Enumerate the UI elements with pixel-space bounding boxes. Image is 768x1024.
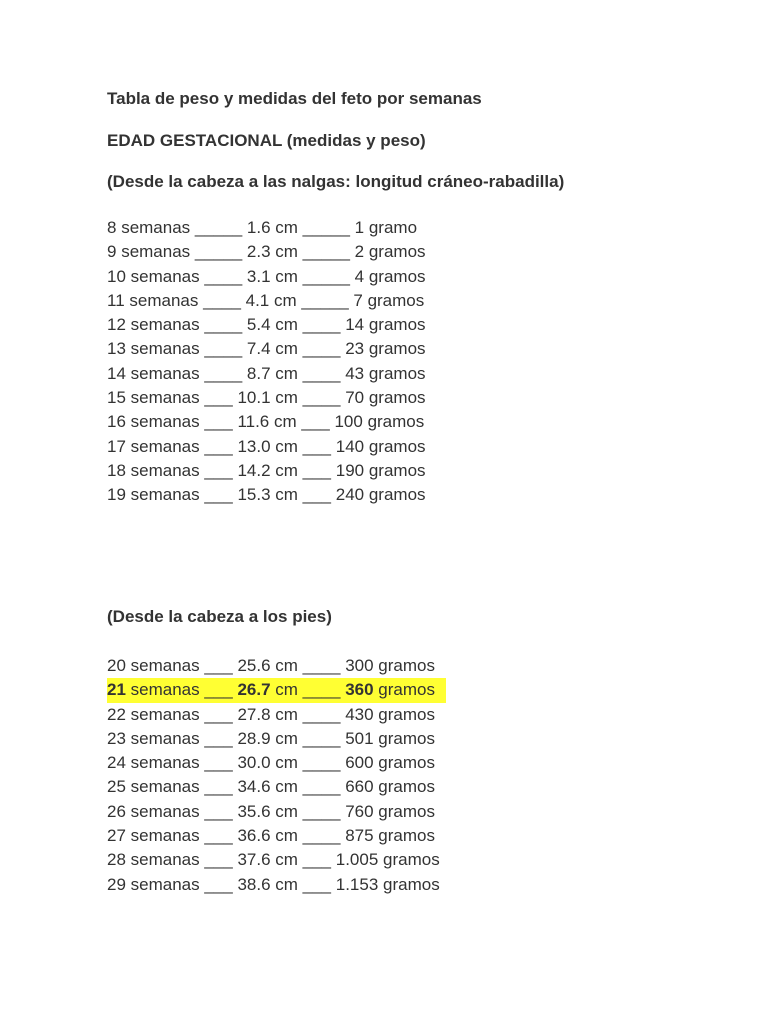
week-number: 27 [107, 826, 126, 846]
weight-unit: gramos [364, 460, 426, 480]
week-label: semanas ___ [125, 656, 238, 675]
weight-unit: gramos [364, 339, 426, 359]
week-number: 12 [107, 315, 126, 335]
cm-unit-separator: cm ____ [270, 315, 346, 335]
week-number: 14 [107, 363, 126, 383]
length-cm: 30.0 [237, 753, 271, 773]
length-cm: 37.6 [237, 850, 271, 870]
week-number: 26 [107, 801, 126, 821]
length-cm: 2.3 [246, 242, 271, 262]
week-label: semanas ___ [125, 850, 238, 870]
length-cm: 1.6 [246, 218, 271, 237]
highlighted-week-row [107, 678, 446, 702]
week-row [107, 654, 446, 678]
week-label: semanas ___ [125, 680, 238, 700]
weight-unit: gramos [362, 290, 425, 310]
length-cm: 13.0 [237, 436, 271, 456]
week-label: semanas _____ [116, 242, 247, 262]
cm-unit-separator: cm ____ [270, 339, 346, 359]
week-number: 16 [107, 412, 126, 432]
weight-unit: gramos [373, 801, 435, 821]
week-label: semanas ____ [125, 339, 247, 359]
length-cm: 4.1 [245, 290, 270, 310]
weight-unit: gramos [373, 728, 435, 748]
week-label: semanas ___ [125, 388, 238, 408]
cm-unit-separator: cm _____ [270, 242, 355, 262]
weight-unit: gramos [364, 315, 426, 335]
week-row [107, 848, 446, 872]
weight-grams: 4 [354, 266, 365, 286]
week-number: 20 [107, 656, 126, 675]
weight-grams: 600 [345, 753, 374, 773]
week-row [107, 386, 426, 410]
cm-unit-separator: cm ___ [270, 436, 336, 456]
length-cm: 7.4 [246, 339, 271, 359]
week-number: 11 [107, 290, 125, 310]
length-cm: 35.6 [237, 801, 271, 821]
weight-grams: 1.005 [335, 850, 379, 870]
weight-unit: gramos [364, 485, 426, 505]
section2-heading: (Desde la cabeza a los pies) [107, 607, 332, 626]
cm-unit-separator: cm ____ [270, 704, 346, 724]
page-title: Tabla de peso y medidas del feto por semanas [107, 89, 482, 108]
section1-heading: (Desde la cabeza a las nalgas: longitud cráneo-rabadilla) [107, 172, 565, 191]
weight-grams: 240 [335, 485, 365, 505]
weight-grams: 1 [354, 218, 365, 237]
length-cm: 8.7 [246, 363, 271, 383]
cm-unit-separator: cm ____ [270, 388, 346, 408]
length-cm: 10.1 [237, 388, 271, 408]
weight-grams: 140 [335, 436, 365, 456]
week-row [107, 751, 446, 775]
cm-unit-separator: cm _____ [270, 218, 355, 237]
week-number: 24 [107, 753, 126, 773]
edad-gestacional-heading: EDAD GESTACIONAL (medidas y peso) [107, 131, 426, 150]
weight-unit: gramos [373, 777, 435, 797]
weight-unit: gramos [364, 363, 426, 383]
week-row [107, 775, 446, 799]
weight-grams: 7 [353, 290, 363, 310]
week-label: semanas ___ [125, 801, 238, 821]
weight-unit: gramos [378, 850, 440, 870]
section1-week-list [107, 216, 426, 508]
cm-unit-separator: cm ____ [270, 826, 346, 846]
length-cm: 25.6 [237, 656, 271, 675]
cm-unit-separator: cm ___ [270, 460, 336, 480]
week-label: semanas ___ [125, 777, 238, 797]
week-label: semanas ___ [125, 485, 238, 505]
length-cm: 15.3 [237, 485, 271, 505]
cm-unit-separator: cm ____ [270, 363, 346, 383]
week-number: 29 [107, 874, 126, 894]
weight-grams: 14 [345, 315, 365, 335]
week-row [107, 289, 426, 313]
length-cm: 27.8 [237, 704, 271, 724]
length-cm: 26.7 [237, 680, 271, 700]
length-cm: 11.6 [237, 412, 270, 432]
weight-unit: gramos [373, 826, 435, 846]
week-row [107, 873, 446, 897]
weight-unit: gramos [364, 242, 426, 262]
length-cm: 34.6 [237, 777, 271, 797]
week-label: semanas ___ [125, 874, 238, 894]
week-number: 10 [107, 266, 126, 286]
week-label: semanas _____ [116, 218, 247, 237]
weight-grams: 360 [345, 680, 374, 700]
length-cm: 5.4 [246, 315, 271, 335]
week-label: semanas ____ [125, 266, 247, 286]
week-row [107, 435, 426, 459]
week-number: 23 [107, 728, 126, 748]
weight-unit: gramos [373, 680, 435, 700]
weight-grams: 43 [345, 363, 365, 383]
week-row [107, 800, 446, 824]
cm-unit-separator: cm ____ [270, 728, 346, 748]
week-number: 25 [107, 777, 126, 797]
weight-grams: 2 [354, 242, 365, 262]
week-label: semanas ___ [125, 728, 238, 748]
week-row [107, 824, 446, 848]
week-label: semanas ___ [125, 460, 238, 480]
section2-week-list [107, 654, 446, 897]
length-cm: 38.6 [237, 874, 271, 894]
cm-unit-separator: cm ____ [270, 753, 346, 773]
weight-grams: 430 [345, 704, 374, 724]
weight-grams: 660 [345, 777, 374, 797]
weight-grams: 760 [345, 801, 374, 821]
week-row [107, 265, 426, 289]
week-label: semanas ___ [125, 436, 238, 456]
cm-unit-separator: cm _____ [269, 290, 354, 310]
weight-unit: gramos [364, 266, 426, 286]
weight-grams: 1.153 [335, 874, 379, 894]
weight-grams: 300 [345, 656, 374, 675]
cm-unit-separator: cm ___ [269, 412, 335, 432]
week-number: 9 [107, 242, 117, 262]
weight-grams: 70 [345, 388, 365, 408]
length-cm: 14.2 [237, 460, 271, 480]
week-row [107, 216, 426, 240]
week-row [107, 703, 446, 727]
week-number: 19 [107, 485, 126, 505]
week-row [107, 410, 426, 434]
week-label: semanas ___ [125, 704, 238, 724]
cm-unit-separator: cm ____ [270, 656, 346, 675]
week-row [107, 727, 446, 751]
week-row [107, 362, 426, 386]
weight-unit: gramo [364, 218, 418, 237]
weight-unit: gramos [378, 874, 440, 894]
week-label: semanas ___ [125, 412, 238, 432]
week-number: 15 [107, 388, 126, 408]
week-label: semanas ____ [124, 290, 246, 310]
weight-unit: gramos [373, 656, 435, 675]
weight-unit: gramos [373, 753, 435, 773]
weight-grams: 100 [334, 412, 363, 432]
weight-grams: 875 [345, 826, 374, 846]
cm-unit-separator: cm ____ [270, 777, 346, 797]
cm-unit-separator: cm ___ [270, 850, 336, 870]
length-cm: 36.6 [237, 826, 271, 846]
week-row [107, 240, 426, 264]
cm-unit-separator: cm ____ [270, 680, 346, 700]
weight-grams: 501 [345, 728, 374, 748]
cm-unit-separator: cm _____ [270, 266, 355, 286]
week-label: semanas ____ [125, 363, 247, 383]
length-cm: 28.9 [237, 728, 271, 748]
week-label: semanas ___ [125, 753, 238, 773]
weight-unit: gramos [362, 412, 425, 432]
weight-unit: gramos [364, 436, 426, 456]
week-number: 8 [107, 218, 117, 237]
weight-unit: gramos [373, 704, 435, 724]
weight-grams: 190 [335, 460, 365, 480]
week-number: 21 [107, 680, 126, 700]
week-row [107, 313, 426, 337]
week-row [107, 337, 426, 361]
week-number: 28 [107, 850, 126, 870]
week-number: 18 [107, 460, 126, 480]
week-label: semanas ____ [125, 315, 247, 335]
length-cm: 3.1 [246, 266, 271, 286]
week-number: 22 [107, 704, 126, 724]
week-number: 13 [107, 339, 126, 359]
cm-unit-separator: cm ___ [270, 874, 336, 894]
week-row [107, 483, 426, 507]
cm-unit-separator: cm ____ [270, 801, 346, 821]
week-row [107, 459, 426, 483]
weight-unit: gramos [364, 388, 426, 408]
cm-unit-separator: cm ___ [270, 485, 336, 505]
weight-grams: 23 [345, 339, 365, 359]
week-label: semanas ___ [125, 826, 238, 846]
week-number: 17 [107, 436, 126, 456]
